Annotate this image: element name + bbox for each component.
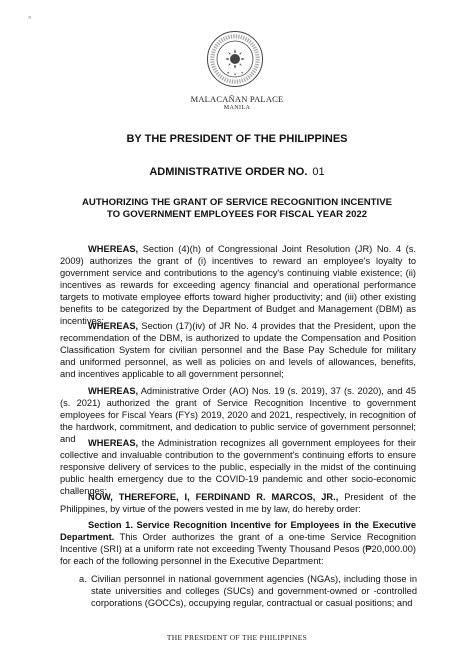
paragraph-text: Section (17)(iv) of JR No. 4 provides that the President, upon the recommendation of the DBM, is authorized to update the Compensation and Position Classification System for civilian personnel and the Base Pay Schedule for military and uniformed personnel, as well as policies on and levels of allowances, benefits, and incentives applicable to all government personnel; [60,321,416,379]
list-item-a [79,573,417,609]
palace-city: MANILA [223,105,251,111]
list-item-text: Civilian personnel in national government agencies (NGAs), including those in state universities and colleges (SUCs) and government-owned or -controlled corporations (GOCCs), occupying regular, contractual or casual positions; and [91,574,417,608]
paragraph-lead: WHEREAS, [88,386,139,396]
palace-name: MALACAÑAN PALACE [190,94,284,104]
paragraph-text: President of the Philippines, by virtue of the powers vested in me by law, do hereby order: [60,492,416,514]
order-label: ADMINISTRATIVE ORDER NO. [149,166,308,178]
section-heading: Section 1. Service Recognition Incentive for Employees in the Executive Department. [60,520,416,542]
section-text: This Order authorizes the grant of a one-time Service Recognition Incentive (SRI) at a uniform rate not exceeding Twenty Thousand Pesos (₱20,000.00) for each of the following personnel in the Executive Department: [60,532,416,566]
section-1-paragraph [60,519,416,567]
paragraph-lead: WHEREAS, [88,438,139,448]
paragraph-lead: WHEREAS, [88,321,139,331]
corner-mark: » [28,15,32,21]
order-number: 01 [312,166,325,178]
order-number-heading [0,166,474,178]
paragraph-text: Section (4)(h) of Congressional Joint Resolution (JR) No. 4 (s. 2009) authorizes the grant of (i) incentives to reward an employee's loyalty to government service and contributions to the agency's continuing viable existence; (ii) incentives as rewards for exceeding agency financial and operational performance targets to motivate employee efforts toward higher productivity; and (iii) other existing benefits to be categorized by the Department of Budget and Management (DBM) as incentives; [60,244,416,326]
whereas-paragraph-4 [60,437,416,497]
page-footer: THE PRESIDENT OF THE PHILIPPINES [166,633,308,642]
paragraph-text: Administrative Order (AO) Nos. 19 (s. 2019), 37 (s. 2020), and 45 (s. 2021) authorized the grant of Service Recognition Incentive to government employees for Fiscal Years (FYs) 2019, 2020 and 2021, respectively, in recognition of the hardwork, commitment, and dedication to public service of government personnel; and [60,386,416,444]
whereas-paragraph-3 [60,385,416,445]
whereas-paragraph-1 [60,243,416,327]
paragraph-lead: NOW, THEREFORE, I, FERDINAND R. MARCOS, JR., [88,492,339,502]
whereas-paragraph-2 [60,320,416,380]
presidential-seal-icon [206,30,264,88]
paragraph-lead: WHEREAS, [88,244,139,254]
paragraph-text: the Administration recognizes all government employees for their collective and invaluable contribution to the government's continuing efforts to ensure responsive delivery of services to the public, especially in the midst of the continuing public health emergency due to the COVID-19 pandemic and other socio-economic challenges; [60,438,416,496]
order-title: AUTHORIZING THE GRANT OF SERVICE RECOGNITION INCENTIVE TO GOVERNMENT EMPLOYEES FOR FISCAL YEAR 2022 [81,197,393,220]
now-therefore-paragraph [60,491,416,515]
list-marker: a. [79,574,87,584]
issuer-heading: BY THE PRESIDENT OF THE PHILIPPINES [126,133,348,145]
